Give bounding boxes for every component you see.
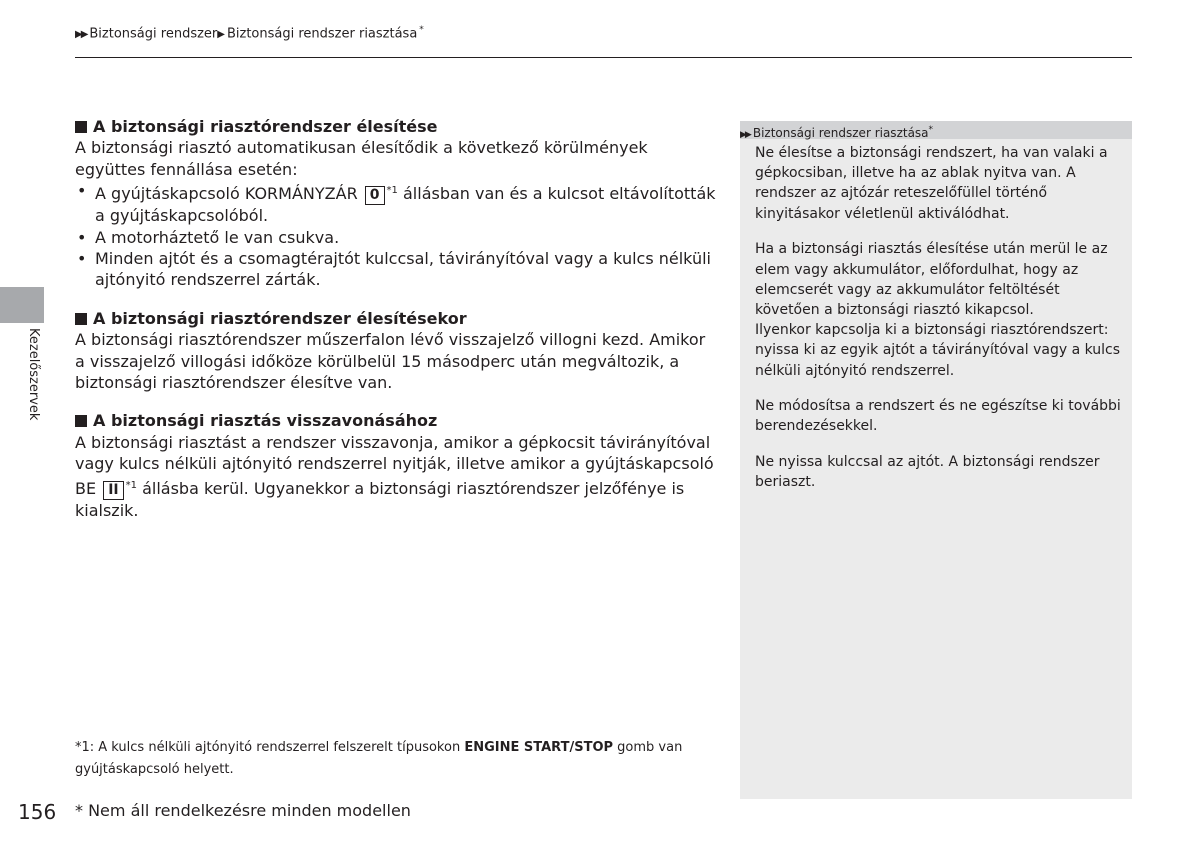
- condition-list: [75, 180, 720, 291]
- section-heading-text: A biztonsági riasztórendszer élesítése: [93, 117, 438, 136]
- square-bullet-icon: [75, 121, 87, 133]
- list-item-text: állásban van és a kulcsot eltávolították a gyújtáskapcsolóból.: [95, 184, 716, 226]
- section-when-armed: [75, 308, 720, 394]
- sidebar-paragraph: Ha a biztonsági riasztás élesítése után merül le az elem vagy akkumulátor, előfordulhat, hogy az elemcserét vagy az akkumulátor feltöltését követően a biztonsági riasztó kikapcsol.: [755, 241, 1108, 318]
- arrow-icon: ▶: [217, 29, 225, 41]
- side-tab-label: Kezelőszervek: [26, 328, 41, 421]
- section-heading-text: A biztonsági riasztás visszavonásához: [93, 411, 438, 431]
- header-divider: [75, 57, 1132, 58]
- sidebar-paragraph: Ne nyissa kulccsal az ajtót. A biztonsági rendszer beriaszt.: [755, 454, 1100, 491]
- section-body-text: A biztonsági riasztást a rendszer visszavonja, amikor a gépkocsit távirányítóval vagy kulcs nélküli ajtónyitó rendszerrel nyitják, illetve amikor a gyújtáskapcsoló BE: [75, 432, 714, 498]
- section-body: A biztonsági riasztórendszer műszerfalon lévő visszajelző villogni kezd. Amikor a visszajelző villogási időköze körülbelül 15 másodperc után megváltozik, a biztonsági riasztórendszer élesítve van.: [75, 330, 706, 393]
- sidebar-paragraph: Ne módosítsa a rendszert és ne egészítse ki további berendezésekkel.: [755, 398, 1121, 435]
- breadcrumb: [75, 25, 424, 41]
- page-number: 156: [18, 800, 57, 824]
- sidebar-paragraph: Ilyenkor kapcsolja ki a biztonsági riasztórendszert: nyissa ki az egyik ajtót a távirányítóval vagy a kulcs nélküli ajtónyitó rendszerrel.: [755, 322, 1121, 379]
- list-item: • A motorháztető le van csukva.: [75, 227, 720, 248]
- breadcrumb-asterisk: *: [419, 25, 424, 35]
- section-heading: [75, 308, 720, 329]
- footnote-ref: *1: [125, 479, 137, 491]
- list-item-text: A gyújtáskapcsoló KORMÁNYZÁR: [95, 184, 358, 204]
- main-content: [75, 116, 720, 538]
- ignition-key-symbol: 0: [365, 186, 385, 205]
- section-heading-text: A biztonsági riasztórendszer élesítésekor: [93, 308, 467, 328]
- footnote-text: *1: A kulcs nélküli ajtónyitó rendszerrel felszerelt típusokon: [75, 740, 461, 755]
- footnote-ref: *1: [386, 185, 398, 197]
- footnote-text: gomb van gyújtáskapcsoló helyett.: [75, 740, 683, 777]
- section-arming: [75, 116, 720, 291]
- sidebar-asterisk: *: [928, 125, 934, 135]
- footnote: [75, 737, 715, 781]
- sidebar-paragraph: Ne élesítse a biztonsági rendszert, ha van valaki a gépkocsiban, illetve ha az ablak nyitva van. A rendszer az ajtózár reteszelőfüllel történő kinyitásakor véletlenül aktiválódhat.: [755, 145, 1108, 222]
- square-bullet-icon: [75, 313, 87, 325]
- sidebar-body: [755, 143, 1125, 508]
- double-arrow-icon: ▶▶: [740, 130, 750, 140]
- sidebar-title: Biztonsági rendszer riasztása: [752, 126, 929, 140]
- availability-note: * Nem áll rendelkezésre minden modellen: [75, 801, 411, 820]
- section-heading: [75, 410, 720, 431]
- side-tab-marker: [0, 287, 44, 323]
- section-intro: A biztonsági riasztó automatikusan élesítődik a következő körülmények együttes fennállása esetén:: [75, 138, 648, 179]
- square-bullet-icon: [75, 415, 87, 427]
- footnote-bold-text: ENGINE START/STOP: [464, 740, 614, 755]
- section-body-text: állásba kerül. Ugyanekkor a biztonsági riasztórendszer jelzőfénye is kialszik.: [75, 478, 685, 520]
- section-cancel: [75, 410, 720, 521]
- breadcrumb-part-2[interactable]: Biztonsági rendszer riasztása: [226, 26, 418, 42]
- sidebar-header: [740, 121, 1132, 139]
- list-item: [75, 180, 720, 226]
- section-heading: [75, 116, 720, 137]
- ignition-key-symbol: II: [103, 481, 123, 500]
- breadcrumb-part-1[interactable]: Biztonsági rendszer: [89, 26, 218, 42]
- double-arrow-icon: ▶▶: [75, 29, 87, 41]
- list-item: • Minden ajtót és a csomagtérajtót kulccsal, távirányítóval vagy a kulcs nélküli ajtónyitó rendszerrel zárták.: [75, 248, 720, 291]
- section-body: [75, 432, 720, 521]
